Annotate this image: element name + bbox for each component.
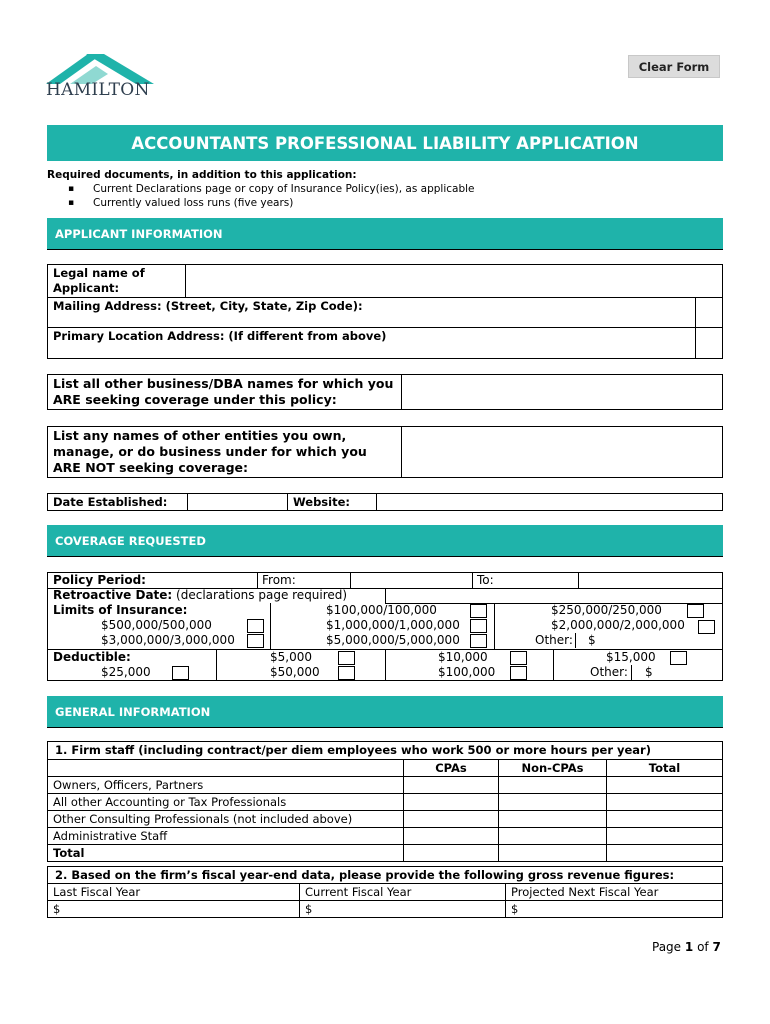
policy-period-label: Policy Period: <box>53 573 146 587</box>
cpas-input[interactable] <box>404 828 499 845</box>
staff-table <box>47 741 723 862</box>
primary-location-input[interactable] <box>695 328 722 359</box>
row-label: Administrative Staff <box>48 828 404 845</box>
limit-500k-label: $500,000/500,000 <box>101 618 212 632</box>
deductible-other-label: Other: <box>590 665 628 679</box>
to-label: To: <box>477 573 494 587</box>
applicant-table <box>47 264 723 359</box>
limit-1m-checkbox[interactable] <box>470 619 487 633</box>
deductible-25k-label: $25,000 <box>101 665 151 679</box>
required-heading: Required documents, in addition to this application: <box>47 169 357 181</box>
deductible-other-dollar: $ <box>645 665 653 679</box>
col-projected-fiscal-year: Projected Next Fiscal Year <box>506 884 723 901</box>
total-input[interactable] <box>607 811 723 828</box>
deductible-25k-checkbox[interactable] <box>172 666 189 680</box>
retroactive-date-input[interactable] <box>386 588 722 603</box>
other-entities-table <box>47 426 723 478</box>
col-last-fiscal-year: Last Fiscal Year <box>48 884 300 901</box>
deductible-5k-label: $5,000 <box>270 650 312 664</box>
page-title: ACCOUNTANTS PROFESSIONAL LIABILITY APPLICATION <box>47 125 723 161</box>
mailing-address-label: Mailing Address: (Street, City, State, Zip Code): <box>48 298 696 328</box>
non-cpas-input[interactable] <box>499 794 607 811</box>
row-label: All other Accounting or Tax Professionals <box>48 794 404 811</box>
total-input[interactable] <box>607 794 723 811</box>
limit-250k-label: $250,000/250,000 <box>551 603 662 617</box>
logo-text: HAMILTON <box>46 80 150 100</box>
website-input[interactable] <box>377 494 723 511</box>
deductible-50k-checkbox[interactable] <box>338 666 355 680</box>
table-row <box>48 845 723 862</box>
date-website-table <box>47 493 723 511</box>
clear-form-button[interactable]: Clear Form <box>628 55 720 78</box>
limit-other-label: Other: <box>535 633 573 647</box>
legal-name-input[interactable] <box>186 265 723 298</box>
section-general-information: GENERAL INFORMATION <box>47 696 723 728</box>
cpas-input[interactable] <box>404 777 499 794</box>
q2-heading: 2. Based on the firm’s fiscal year-end data, please provide the following gross revenue figures: <box>48 867 723 884</box>
limit-other-input[interactable] <box>600 633 720 648</box>
col-non-cpas: Non-CPAs <box>499 760 607 777</box>
other-entities-label: List any names of other entities you own, manage, or do business under for which you ARE NOT seeking coverage: <box>48 427 402 478</box>
limit-5m-checkbox[interactable] <box>470 634 487 648</box>
q1-heading: 1. Firm staff (including contract/per diem employees who work 500 or more hours per year) <box>48 742 723 760</box>
deductible-other-input[interactable] <box>656 665 720 680</box>
other-entities-input[interactable] <box>402 427 723 478</box>
col-current-fiscal-year: Current Fiscal Year <box>300 884 506 901</box>
table-row <box>48 777 723 794</box>
non-cpas-input[interactable] <box>499 828 607 845</box>
legal-name-label: Legal name of Applicant: <box>48 265 186 298</box>
current-fiscal-year-input[interactable]: $ <box>300 901 506 918</box>
deductible-15k-checkbox[interactable] <box>670 651 687 665</box>
limits-label: Limits of Insurance: <box>53 603 188 617</box>
non-cpas-input[interactable] <box>499 777 607 794</box>
mailing-address-input[interactable] <box>695 298 722 328</box>
table-row <box>48 828 723 845</box>
col-cpas: CPAs <box>404 760 499 777</box>
non-cpas-input[interactable] <box>499 811 607 828</box>
table-row <box>48 811 723 828</box>
list-item: ▪ Current Declarations page or copy of Insurance Policy(ies), as applicable <box>47 182 475 196</box>
limit-other-dollar: $ <box>588 633 596 647</box>
section-coverage-requested: COVERAGE REQUESTED <box>47 525 723 557</box>
row-label: Owners, Officers, Partners <box>48 777 404 794</box>
row-label: Total <box>48 845 404 862</box>
limit-100k-checkbox[interactable] <box>470 604 487 618</box>
limit-500k-checkbox[interactable] <box>247 619 264 633</box>
date-established-label: Date Established: <box>48 494 188 511</box>
limit-2m-label: $2,000,000/2,000,000 <box>551 618 685 632</box>
non-cpas-input[interactable] <box>499 845 607 862</box>
last-fiscal-year-input[interactable]: $ <box>48 901 300 918</box>
website-label: Website: <box>288 494 377 511</box>
table-row <box>48 794 723 811</box>
limit-5m-label: $5,000,000/5,000,000 <box>326 633 460 647</box>
col-total: Total <box>607 760 723 777</box>
section-applicant-information: APPLICANT INFORMATION <box>47 218 723 250</box>
deductible-10k-label: $10,000 <box>438 650 488 664</box>
from-input[interactable] <box>351 573 472 588</box>
deductible-5k-checkbox[interactable] <box>338 651 355 665</box>
projected-fiscal-year-input[interactable]: $ <box>506 901 723 918</box>
dba-names-input[interactable] <box>402 375 723 410</box>
total-input[interactable] <box>607 777 723 794</box>
page-number: Page 1 of 7 <box>652 940 721 954</box>
dba-names-label: List all other business/DBA names for which you ARE seeking coverage under this policy: <box>48 375 402 410</box>
revenue-table <box>47 866 723 918</box>
limit-250k-checkbox[interactable] <box>687 604 704 618</box>
from-label: From: <box>262 573 296 587</box>
cpas-input[interactable] <box>404 811 499 828</box>
deductible-15k-label: $15,000 <box>606 650 656 664</box>
cpas-input[interactable] <box>404 794 499 811</box>
deductible-10k-checkbox[interactable] <box>510 651 527 665</box>
to-input[interactable] <box>579 573 722 588</box>
deductible-100k-checkbox[interactable] <box>510 666 527 680</box>
row-label: Other Consulting Professionals (not included above) <box>48 811 404 828</box>
total-input[interactable] <box>607 845 723 862</box>
limit-100k-label: $100,000/100,000 <box>326 603 437 617</box>
date-established-input[interactable] <box>188 494 288 511</box>
limit-3m-label: $3,000,000/3,000,000 <box>101 633 235 647</box>
total-input[interactable] <box>607 828 723 845</box>
retroactive-date-label: Retroactive Date: (declarations page required) <box>53 588 348 602</box>
limit-2m-checkbox[interactable] <box>698 620 715 634</box>
limit-3m-checkbox[interactable] <box>247 634 264 648</box>
coverage-box <box>47 572 723 681</box>
list-item: ▪ Currently valued loss runs (five years) <box>47 196 475 210</box>
cpas-input[interactable] <box>404 845 499 862</box>
dba-table <box>47 374 723 410</box>
deductible-50k-label: $50,000 <box>270 665 320 679</box>
required-documents <box>47 168 475 210</box>
deductible-label: Deductible: <box>53 650 131 664</box>
deductible-100k-label: $100,000 <box>438 665 496 679</box>
primary-location-label: Primary Location Address: (If different from above) <box>48 328 696 359</box>
limit-1m-label: $1,000,000/1,000,000 <box>326 618 460 632</box>
